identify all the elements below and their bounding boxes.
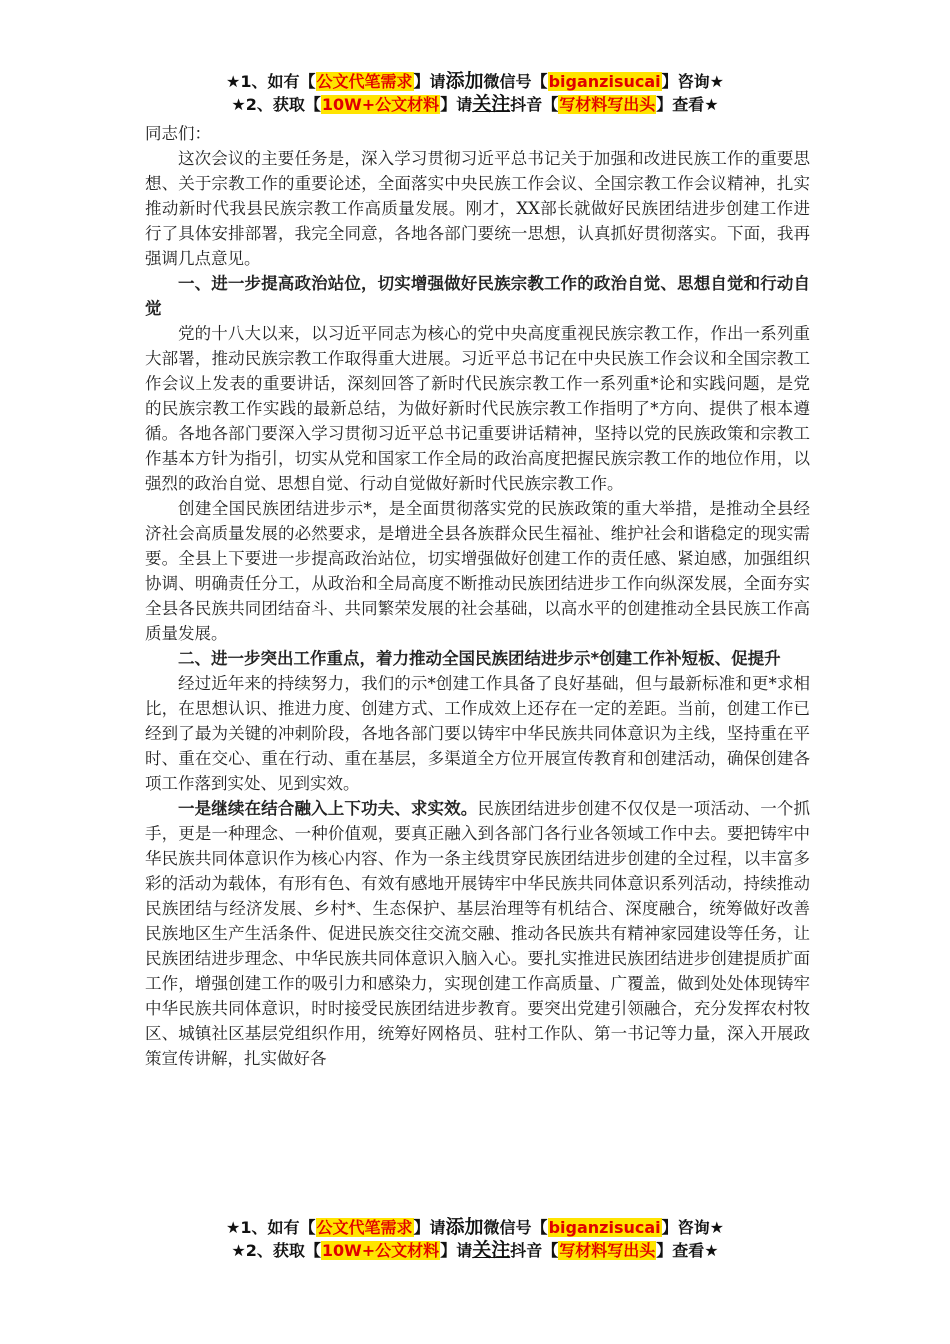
document-body [145, 121, 810, 1071]
paragraph-section1-b: 创建全国民族团结进步示*，是全面贯彻落实党的民族政策的重大举措，是推动全县经济社会高质量发展的必然要求，是增进全县各族群众民生福祉、维护社会和谐稳定的现实需要。全县上下要进一步提高政治站位，切实增强做好创建工作的责任感、紧迫感，加强组织协调、明确责任分工，从政治和全局高度不断推动民族团结进步工作向纵深发展，全面夯实全县各民族共同团结奋斗、共同繁荣发展的社会基础，以高水平的创建推动全县民族工作高质量发展。 [145, 499, 810, 643]
highlight-materials: 10W+公文材料 [321, 95, 440, 114]
promo-line-2: ★2、获取【10W+公文材料】请关注抖音【写材料写出头】查看★ [231, 93, 719, 115]
highlight-wechat-id: biganzisucai [548, 72, 661, 91]
highlight-douyin-account: 写材料写出头 [559, 1241, 656, 1260]
highlight-materials: 10W+公文材料 [321, 1241, 440, 1260]
paragraph-section1-a: 党的十八大以来，以习近平同志为核心的党中央高度重视民族宗教工作，作出一系列重大部署，推动民族宗教工作取得重大进展。习近平总书记在中央民族工作会议和全国宗教工作会议上发表的重要讲话，深刻回答了新时代民族宗教工作一系列重*论和实践问题，是党的民族宗教工作实践的最新总结，为做好新时代民族宗教工作指明了*方向、提供了根本遵循。各地各部门要深入学习贯彻习近平总书记重要讲话精神，坚持以党的民族政策和宗教工作基本方针为指引，切实从党和国家工作全局的政治高度把握民族宗教工作的地位作用，以强烈的政治自觉、思想自觉、行动自觉做好新时代民族宗教工作。 [145, 324, 810, 493]
promo-line-1: ★1、如有【公文代笔需求】请添加微信号【biganzisucai】咨询★ [226, 70, 724, 92]
salutation: 同志们： [145, 124, 211, 143]
promo-line-1: ★1、如有【公文代笔需求】请添加微信号【biganzisucai】咨询★ [226, 1216, 724, 1238]
promo-line-2: ★2、获取【10W+公文材料】请关注抖音【写材料写出头】查看★ [231, 1239, 719, 1261]
paragraph-intro: 这次会议的主要任务是，深入学习贯彻习近平总书记关于加强和改进民族工作的重要思想、关于宗教工作的重要论述，全面落实中央民族工作会议、全国宗教工作会议精神，扎实推动新时代我县民族宗教工作高质量发展。刚才，XX部长就做好民族团结进步创建工作进行了具体安排部署，我完全同意，各地各部门要统一思想，认真抓好贯彻落实。下面，我再强调几点意见。 [145, 149, 810, 268]
paragraph-section2-a: 经过近年来的持续努力，我们的示*创建工作具备了良好基础，但与最新标准和更*求相比，在思想认识、推进力度、创建方式、工作成效上还存在一定的差距。当前，创建工作已经到了最为关键的冲刺阶段，各地各部门要以铸牢中华民族共同体意识为主线，坚持重在平时、重在交心、重在行动、重在基层，多渠道全方位开展宣传教育和创建活动，确保创建各项工作落到实处、见到实效。 [145, 674, 810, 793]
promo-banner-bottom [0, 1216, 950, 1262]
section-heading-1: 一、进一步提高政治站位，切实增强做好民族宗教工作的政治自觉、思想自觉和行动自觉 [145, 274, 810, 318]
highlight-service: 公文代笔需求 [316, 72, 413, 91]
paragraph-section2-b: 一是继续在结合融入上下功夫、求实效。民族团结进步创建不仅仅是一项活动、一个抓手，更是一种理念、一种价值观，要真正融入到各部门各行业各领域工作中去。要把铸牢中华民族共同体意识作为核心内容、作为一条主线贯穿民族团结进步创建的全过程，以丰富多彩的活动为载体，有形有色、有效有感地开展铸牢中华民族共同体意识系列活动，持续推动民族团结与经济发展、乡村*、生态保护、基层治理等有机结合、深度融合，统筹做好改善民族地区生产生活条件、促进民族交往交流交融、推动各民族共有精神家园建设等任务，让民族团结进步理念、中华民族共同体意识入脑入心。要扎实推进民族团结进步创建提质扩面工作，增强创建工作的吸引力和感染力，实现创建工作高质量、广覆盖，做到处处体现铸牢中华民族共同体意识，时时接受民族团结进步教育。要突出党建引领融合，充分发挥农村牧区、城镇社区基层党组织作用，统筹好网格员、驻村工作队、第一书记等力量，深入开展政策宣传讲解，扎实做好各 [145, 799, 811, 1068]
paragraph-lead-bold: 一是继续在结合融入上下功夫、求实效。 [178, 799, 478, 818]
highlight-service: 公文代笔需求 [316, 1218, 413, 1237]
section-heading-2: 二、进一步突出工作重点，着力推动全国民族团结进步示*创建工作补短板、促提升 [178, 649, 781, 668]
highlight-wechat-id: biganzisucai [548, 1218, 661, 1237]
highlight-douyin-account: 写材料写出头 [559, 95, 656, 114]
promo-banner-top [0, 70, 950, 116]
